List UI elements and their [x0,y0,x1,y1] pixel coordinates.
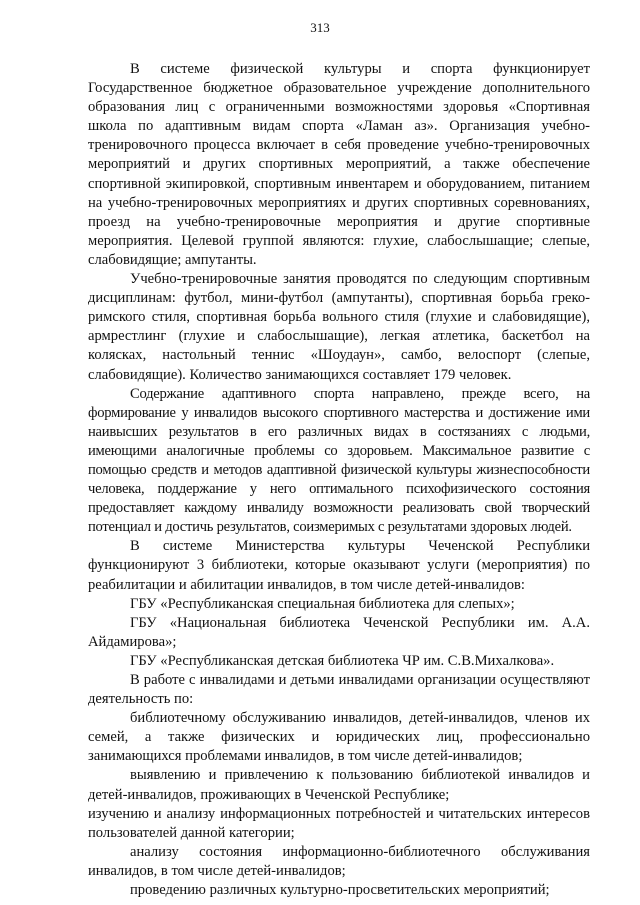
paragraph-adaptive-sport: Содержание адаптивного спорта направлено, прежде всего, на формирование у инвалидов высокого спортивного мастерства и достижение ими наивысших результатов в его различных видах в состязаниях с людьми, имеющими аналогичные проблемы со здоровьем. Максимальное развитие с помощью средств и методов адаптивной физической культуры жизнеспособности человека, поддержание у него оптимального психофизического состояния предоставляет каждому инвалиду возможности реализовать свой творческий потенциал и достичь результатов, соизмеримых с результатами здоровых людей. [88,385,590,536]
list-item-activity-research: изучению и анализу информационных потребностей и читательских интересов пользователей данной категории; [88,805,590,841]
list-item-activity-events: проведению различных культурно-просветительских мероприятий; [130,882,550,899]
body-text [88,60,590,900]
list-item-activity-analysis: анализу состояния информационно-библиотечного обслуживания инвалидов, в том числе детей-инвалидов; [88,843,590,879]
list-item-activity-service: библиотечному обслуживанию инвалидов, детей-инвалидов, членов их семей, а также физических и юридических лиц, профессионально занимающихся проблемами инвалидов, в том числе детей-инвалидов; [88,710,590,765]
list-item-library-children: ГБУ «Республиканская детская библиотека ЧР им. С.В.Михалкова». [130,652,555,669]
paragraph-training-disciplines: Учебно-тренировочные занятия проводятся по следующим спортивным дисциплинам: футбол, мини-футбол (ампутанты), спортивная борьба греко-римского стиля, спортивная борьба вольного стиля (глухие и слабовидящие), армрестлинг (глухие и слабослышащие), легкая атлетика, баскетбол на колясках, настольный теннис «Шоудаун», самбо, велоспорт (слепые, слабовидящие). Количество занимающихся составляет 179 человек. [88,271,590,383]
paragraph-sports-school: В системе физической культуры и спорта функционирует Государственное бюджетное образовательное учреждение дополнительного образования лиц с ограниченными возможностями здоровья «Спортивная школа по адаптивным видам спорта «Ламан аз». Организация учебно-тренировочного процесса включает в себя проведение учебно-тренировочных мероприятий и других спортивных мероприятий, а также обеспечение спортивной экипировкой, спортивным инвентарем и оборудованием, питанием на учебно-тренировочных мероприятиях и других спортивных соревнованиях, проезд на учебно-тренировочные мероприятия и другие спортивные мероприятия. Целевой группой являются: глухие, слабослышащие; слепые, слабовидящие; ампутанты. [88,61,590,268]
list-item-activity-outreach: выявлению и привлечению к пользованию библиотекой инвалидов и детей-инвалидов, проживающих в Чеченской Республике; [88,767,590,803]
page-number: 313 [310,20,330,35]
paragraph-activities-intro: В работе с инвалидами и детьми инвалидами организации осуществляют деятельность по: [88,672,590,708]
list-item-library-national: ГБУ «Национальная библиотека Чеченской Республики им. А.А. Айдамирова»; [88,614,590,650]
paragraph-libraries-intro: В системе Министерства культуры Чеченской Республики функционируют 3 библиотеки, которые оказывают услуги (мероприятия) по реабилитации и абилитации инвалидов, в том числе детей-инвалидов: [88,538,590,593]
list-item-library-blind: ГБУ «Республиканская специальная библиотека для слепых»; [130,595,515,612]
